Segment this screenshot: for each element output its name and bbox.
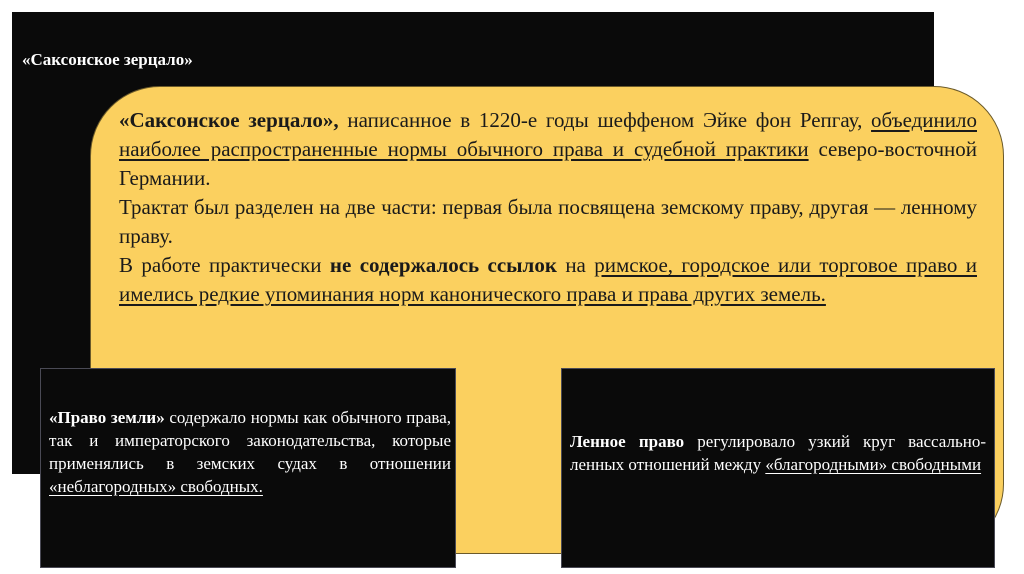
feudal-law-text-1: регулировало узкий круг вассально-ленных отношений между bbox=[570, 432, 986, 474]
land-law-text bbox=[49, 406, 451, 498]
p3-text-2: на bbox=[556, 253, 595, 277]
p1-text-2: северо-восточной Германии. bbox=[119, 137, 977, 190]
feudal-law-box bbox=[561, 368, 995, 568]
land-law-bold: «Право земли» bbox=[49, 408, 165, 427]
p1-bold: «Саксонское зерцало», bbox=[119, 108, 339, 132]
p3-text-1: В работе практически bbox=[119, 253, 330, 277]
paragraph-3 bbox=[119, 251, 977, 309]
feudal-law-bold: Ленное право bbox=[570, 432, 685, 451]
p1-underlined: объединило наиболее распространенные нормы обычного права и судебной практики bbox=[119, 108, 977, 161]
feudal-law-underlined: «благородными» свободными bbox=[765, 455, 982, 474]
paragraph-1 bbox=[119, 106, 977, 193]
land-law-underlined: «неблагородных» свободных. bbox=[49, 477, 263, 496]
p1-text-1: написанное в 1220-е годы шеффеном Эйке фон Репгау, bbox=[338, 108, 872, 132]
paragraph-2: Трактат был разделен на две части: первая была посвящена земскому праву, другая — ленному праву. bbox=[119, 195, 977, 248]
p3-underlined: римское, городское или торговое право и имелись редкие упоминания норм канонического права и права других земель. bbox=[119, 253, 977, 306]
land-law-box bbox=[40, 368, 456, 568]
slide-title: «Саксонское зерцало» bbox=[22, 50, 193, 69]
main-text bbox=[119, 106, 977, 309]
p3-bold: не содержалось ссылок bbox=[329, 253, 557, 277]
land-law-text-1: содержало нормы как обычного права, так и императорского законодательства, которые применялись в земских судах в отношении bbox=[49, 408, 452, 473]
feudal-law-text bbox=[570, 430, 986, 476]
